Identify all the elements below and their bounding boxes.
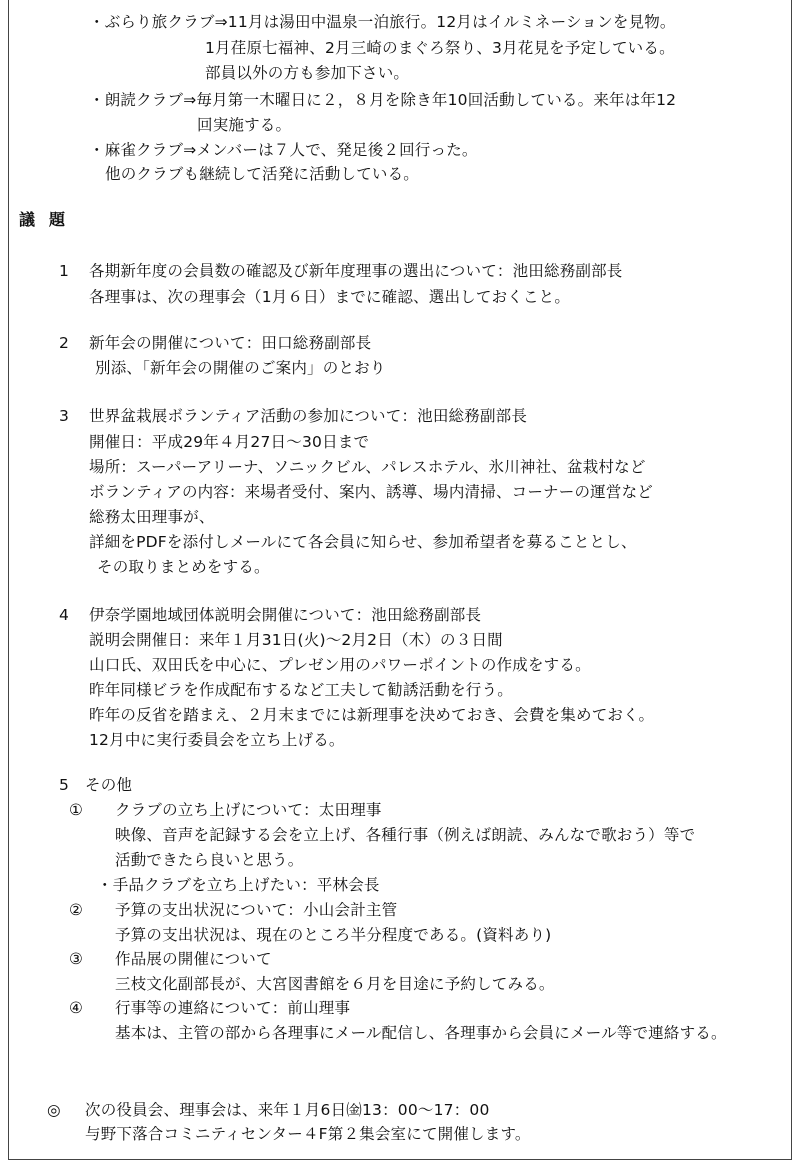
item-2-number: 2 (59, 334, 70, 352)
item-1-title: 各期新年度の会員数の確認及び新年度理事の選出について：池田総務副部長 (89, 262, 623, 280)
item-4-title: 伊奈学園地域団体説明会開催について：池田総務副部長 (89, 606, 482, 624)
item-1-line-1: 各理事は、次の理事会（1月６日）までに確認、選出しておくこと。 (89, 288, 571, 306)
sub-1-title: クラブの立ち上げについて：太田理事 (115, 801, 382, 819)
item-3-line-6: その取りまとめをする。 (97, 558, 270, 576)
club-line-2: 1月荏原七福神、2月三崎のまぐろ祭り、3月花見を予定している。 (205, 39, 675, 57)
sub-3-line-1: 三枝文化副部長が、大宮図書館を６月を目途に予約してみる。 (115, 975, 555, 993)
item-4-line-1: 説明会開催日：来年１月31日(火)〜2月2日（木）の３日間 (89, 631, 503, 649)
item-4-line-4: 昨年の反省を踏まえ、２月末までには新理事を決めておき、会費を集めておく。 (89, 706, 655, 724)
sub-2-mark: ② (69, 901, 84, 919)
item-4-line-3: 昨年同様ビラを作成配布するなど工夫して勧誘活動を行う。 (89, 681, 513, 699)
item-3-number: 3 (59, 407, 70, 425)
club-line-6: ・麻雀クラブ⇒メンバーは７人で、発足後２回行った。 (89, 141, 478, 159)
club-line-7: 他のクラブも継続して活発に活動している。 (105, 165, 420, 183)
item-3-line-3: ボランティアの内容：来場者受付、案内、誘導、場内清掃、コーナーの運営など (89, 483, 653, 501)
item-3-title: 世界盆栽展ボランティア活動の参加について：池田総務副部長 (89, 407, 528, 425)
sub-4-title: 行事等の連絡について：前山理事 (115, 999, 351, 1017)
sub-1-line-1: 映像、音声を記録する会を立上げ、各種行事（例えば朗読、みんなで歌おう）等で (115, 826, 696, 844)
item-4-number: 4 (59, 606, 70, 624)
sub-3-title: 作品展の開催について (115, 950, 272, 968)
sub-4-line-1: 基本は、主管の部から各理事にメール配信し、各理事から会員にメール等で連絡する。 (115, 1024, 727, 1042)
club-line-4: ・朗読クラブ⇒毎月第一木曜日に２，８月を除き年10回活動している。来年は年12 (89, 91, 677, 109)
next-meeting-line-2: 与野下落合コミニティセンター４F第２集会室にて開催します。 (85, 1125, 531, 1143)
club-line-1: ・ぶらり旅クラブ⇒11月は湯田中温泉一泊旅行。12月はイルミネーションを見物。 (89, 13, 676, 31)
minutes-document (8, 0, 792, 1160)
sub-3-mark: ③ (69, 950, 84, 968)
sub-1-bullet: ・手品クラブを立ち上げたい：平林会長 (97, 876, 380, 894)
next-meeting-line-1: 次の役員会、理事会は、来年１月6日㈮13：00〜17：00 (85, 1101, 490, 1119)
item-5-number: 5 (59, 776, 70, 794)
item-1-number: 1 (59, 262, 70, 280)
next-meeting-mark: ◎ (47, 1101, 61, 1119)
sub-2-line-1: 予算の支出状況は、現在のところ半分程度である。(資料あり) (115, 926, 552, 944)
item-5-title: その他 (85, 776, 133, 794)
item-4-line-2: 山口氏、双田氏を中心に、プレゼン用のパワーポイントの作成をする。 (89, 656, 591, 674)
sub-1-mark: ① (69, 801, 84, 819)
item-2-line-1: 別添、「新年会の開催のご案内」のとおり (95, 359, 386, 377)
sub-4-mark: ④ (69, 999, 84, 1017)
sub-2-title: 予算の支出状況について：小山会計主管 (115, 901, 398, 919)
item-3-line-4: 総務太田理事が、 (89, 508, 215, 526)
sub-1-line-2: 活動できたら良いと思う。 (115, 851, 304, 869)
item-3-line-2: 場所：スーパーアリーナ、ソニックビル、パレスホテル、氷川神社、盆栽村など (89, 458, 646, 476)
item-3-line-1: 開催日：平成29年４月27日〜30日まで (89, 433, 370, 451)
item-4-line-5: 12月中に実行委員会を立ち上げる。 (89, 731, 345, 749)
item-3-line-5: 詳細をPDFを添付しメールにて各会員に知らせ、参加希望者を募ることとし、 (89, 533, 637, 551)
item-2-title: 新年会の開催について：田口総務副部長 (89, 334, 372, 352)
club-line-3: 部員以外の方も参加下さい。 (205, 64, 410, 82)
agenda-heading: 議題 (19, 210, 80, 229)
club-line-5: 回実施する。 (197, 116, 292, 134)
